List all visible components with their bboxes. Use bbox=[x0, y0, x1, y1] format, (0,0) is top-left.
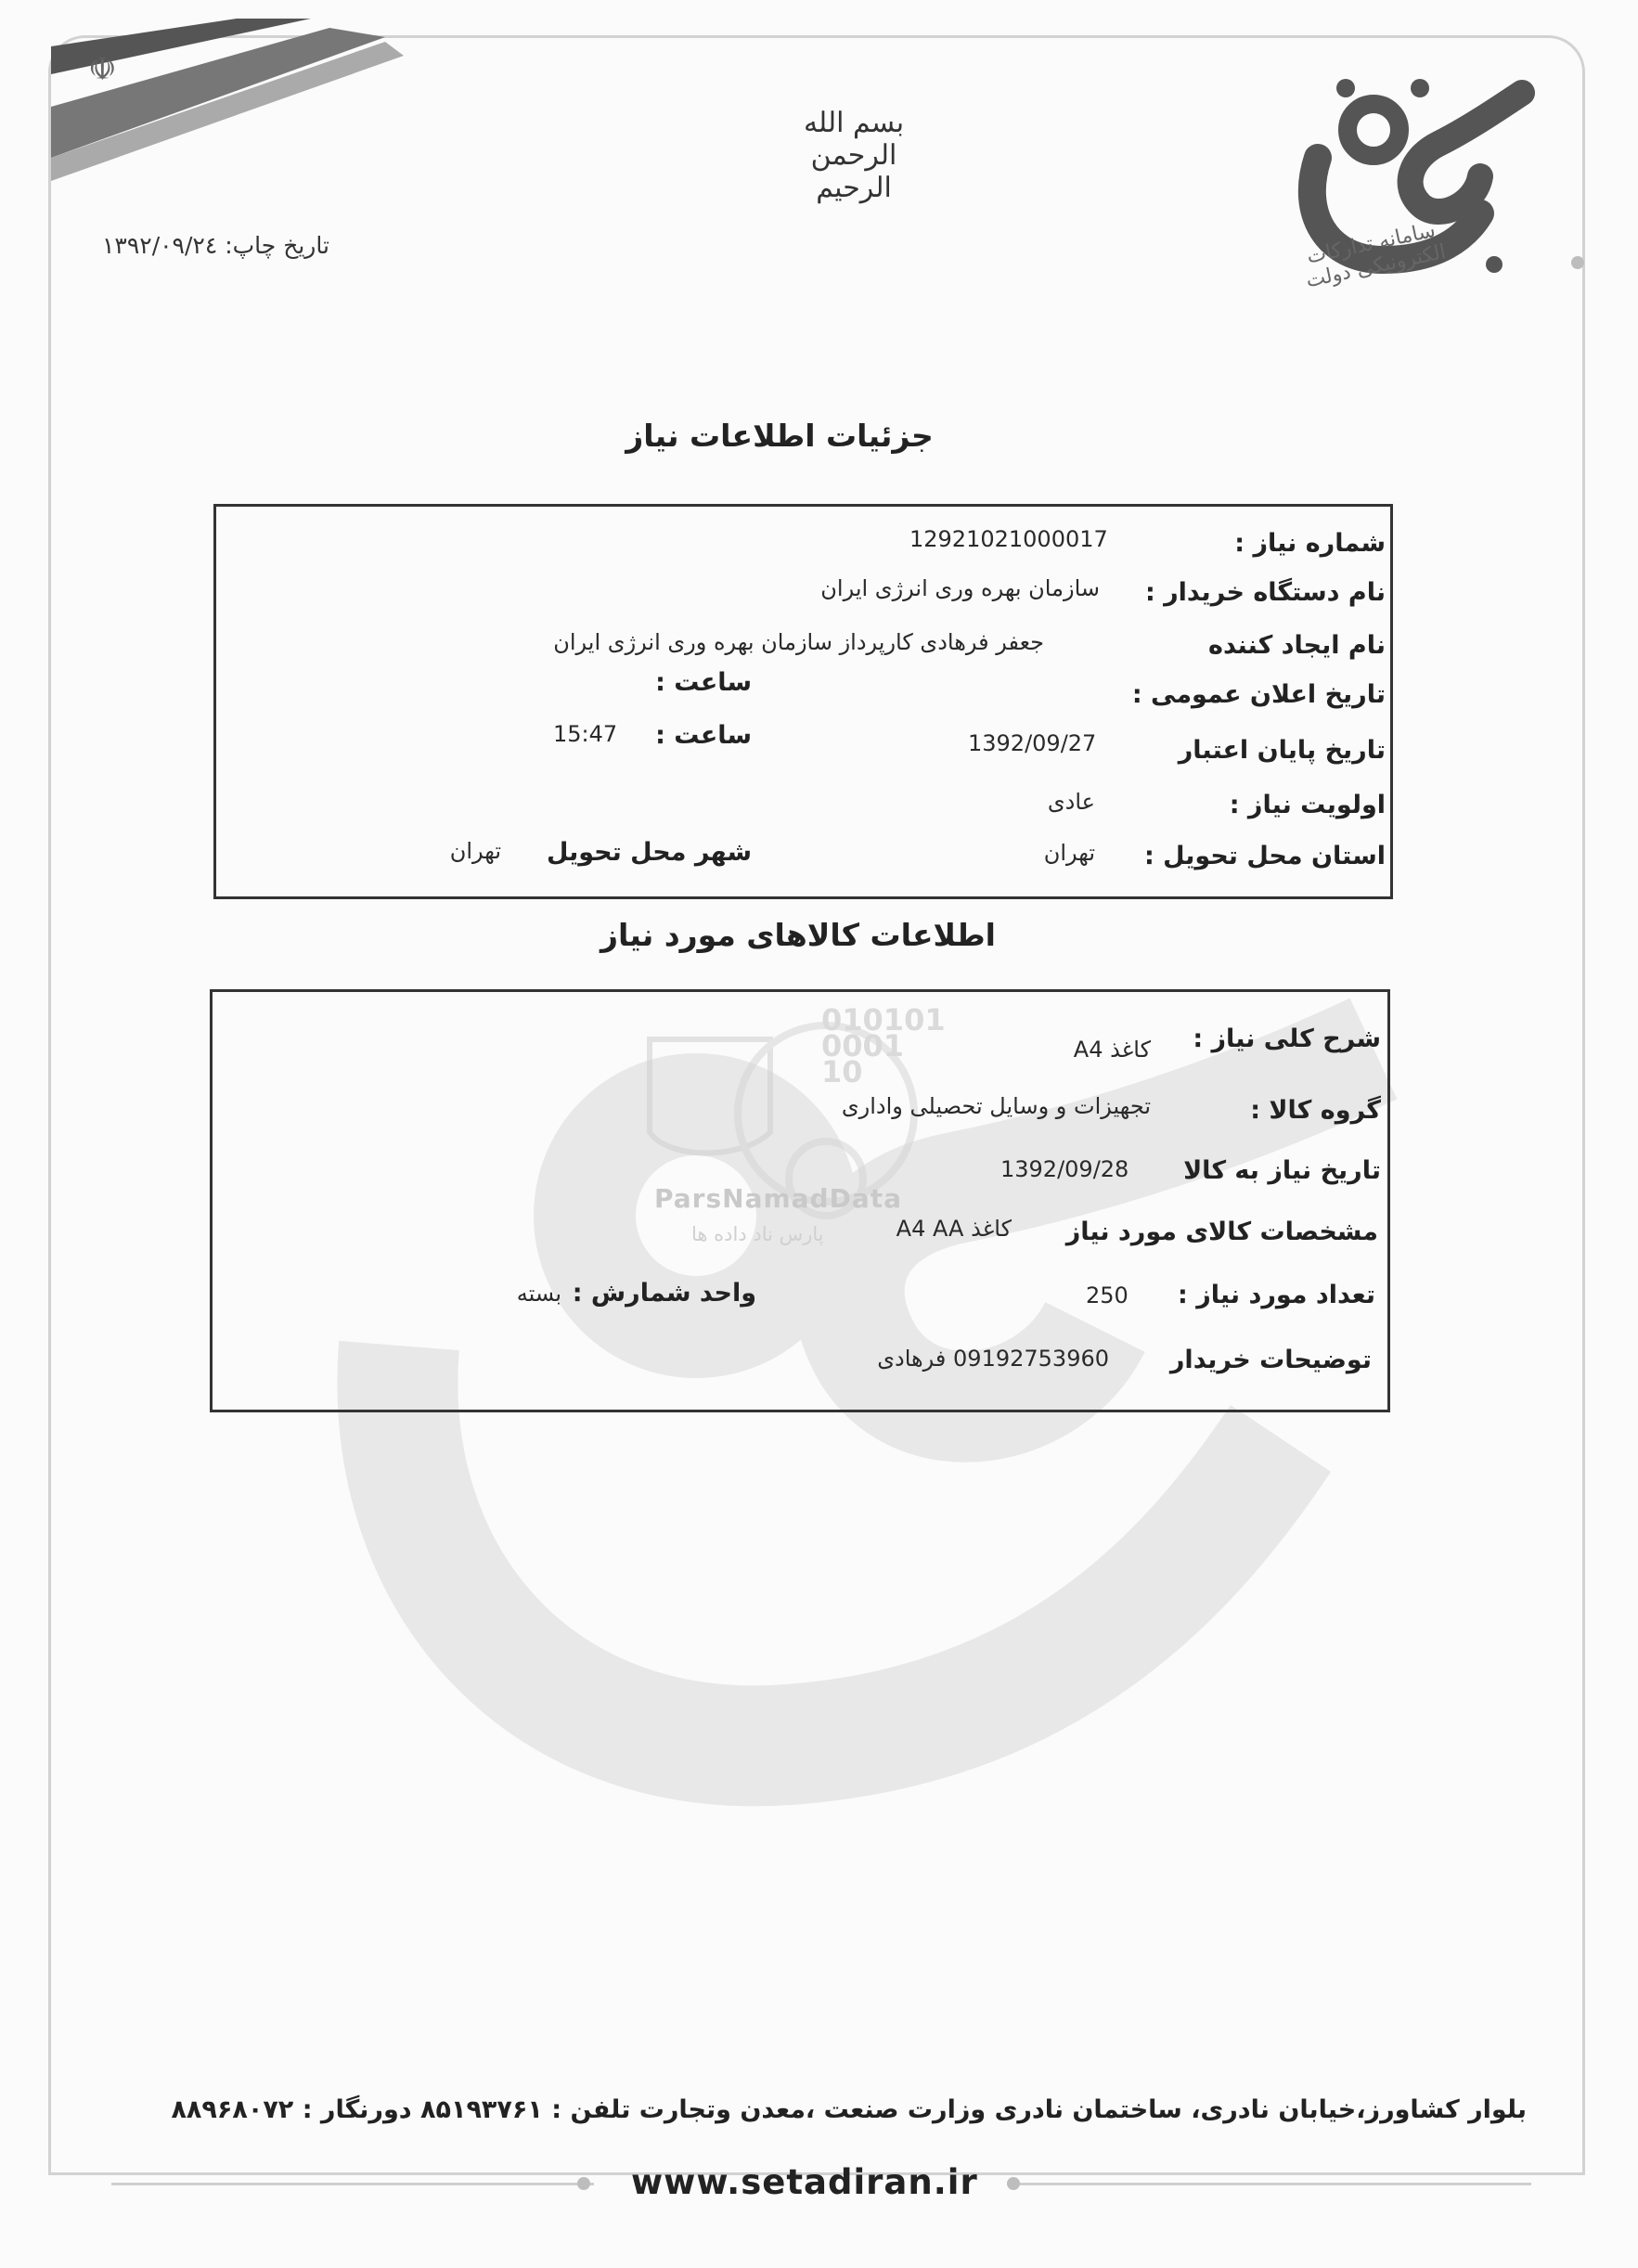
summary-label: شرح کلی نیاز : bbox=[1193, 1024, 1381, 1053]
city-value: تهران bbox=[449, 838, 501, 864]
priority-value: عادی bbox=[1047, 789, 1095, 815]
need-date-value: 1392/09/28 bbox=[1000, 1156, 1129, 1182]
need-details-title: جزئیات اطلاعات نیاز bbox=[626, 418, 934, 454]
province-value: تهران bbox=[1043, 840, 1095, 866]
priority-label: اولویت نیاز : bbox=[1229, 791, 1386, 819]
creator-label: نام ایجاد کننده bbox=[1208, 631, 1386, 660]
goods-info-title: اطلاعات کالاهای مورد نیاز bbox=[600, 917, 996, 953]
need-date-label: تاریخ نیاز به کالا bbox=[1183, 1156, 1381, 1185]
setad-logo-icon bbox=[1281, 74, 1550, 334]
binary-watermark: 010101 0001 10 bbox=[821, 1002, 946, 1089]
divider-dot bbox=[1571, 256, 1584, 269]
expiry-date-value: 1392/09/27 bbox=[968, 730, 1097, 756]
divider-dot bbox=[1007, 2177, 1020, 2190]
qty-label: تعداد مورد نیاز : bbox=[1178, 1281, 1375, 1309]
expiry-time-label: ساعت : bbox=[655, 721, 752, 750]
spec-value: کاغذ A4 AA bbox=[896, 1216, 1012, 1242]
group-label: گروه کالا : bbox=[1250, 1096, 1381, 1125]
city-label: شهر محل تحویل bbox=[546, 838, 752, 867]
watermark-brand: ParsNamadData bbox=[654, 1183, 902, 1214]
announce-date-label: تاریخ اعلان عمومی : bbox=[1131, 680, 1386, 709]
divider-dot bbox=[577, 2177, 590, 2190]
corner-flag-ribbon bbox=[51, 19, 404, 195]
expiry-time-value: 15:47 bbox=[553, 721, 618, 747]
province-label: استان محل تحویل : bbox=[1143, 842, 1386, 870]
basmala-calligraphy: بسم الله الرحمن الرحیم bbox=[803, 107, 905, 204]
need-number-label: شماره نیاز : bbox=[1234, 529, 1386, 558]
footer-address: بلوار کشاورز،خیابان نادری، ساختمان نادری وزارت صنعت ،معدن وتجارت تلفن : ۸۵۱۹۳۷۶۱ دورنگار : ۸۸۹۶۸۰۷۲ bbox=[171, 2095, 1527, 2124]
bottom-divider-left bbox=[111, 2183, 594, 2185]
iran-emblem-icon: ☫ bbox=[88, 51, 117, 88]
unit-value: بسته bbox=[516, 1281, 561, 1307]
print-date: تاریخ چاپ: ۱۳۹۲/۰۹/۲٤ bbox=[102, 232, 329, 259]
unit-label: واحد شمارش : bbox=[572, 1279, 756, 1308]
creator-value: جعفر فرهادی کارپرداز سازمان بهره وری انرژی ایران bbox=[553, 629, 1044, 655]
buyer-notes-value: 09192753960 فرهادی bbox=[877, 1346, 1109, 1372]
watermark-subtitle: پارس ناد داده ها bbox=[691, 1223, 824, 1245]
logo-text: سامانه تدارکات الکترونیکی دولت bbox=[1304, 218, 1449, 293]
announce-time-label: ساعت : bbox=[655, 668, 752, 697]
qty-value: 250 bbox=[1086, 1282, 1129, 1308]
expiry-date-label: تاریخ پایان اعتبار bbox=[1178, 736, 1386, 765]
group-value: تجهیزات و وسایل تحصیلی واداری bbox=[841, 1093, 1151, 1119]
footer-website-link[interactable]: www.setadiran.ir bbox=[631, 2162, 978, 2202]
summary-value: کاغذ A4 bbox=[1073, 1037, 1151, 1063]
bottom-divider-right bbox=[1012, 2183, 1531, 2185]
need-number-value: 12921021000017 bbox=[909, 526, 1108, 552]
spec-label: مشخصات کالای مورد نیاز bbox=[1065, 1218, 1378, 1246]
buyer-org-label: نام دستگاه خریدار : bbox=[1144, 578, 1386, 607]
buyer-org-value: سازمان بهره وری انرژی ایران bbox=[820, 575, 1100, 601]
buyer-notes-label: توضیحات خریدار bbox=[1169, 1346, 1372, 1374]
